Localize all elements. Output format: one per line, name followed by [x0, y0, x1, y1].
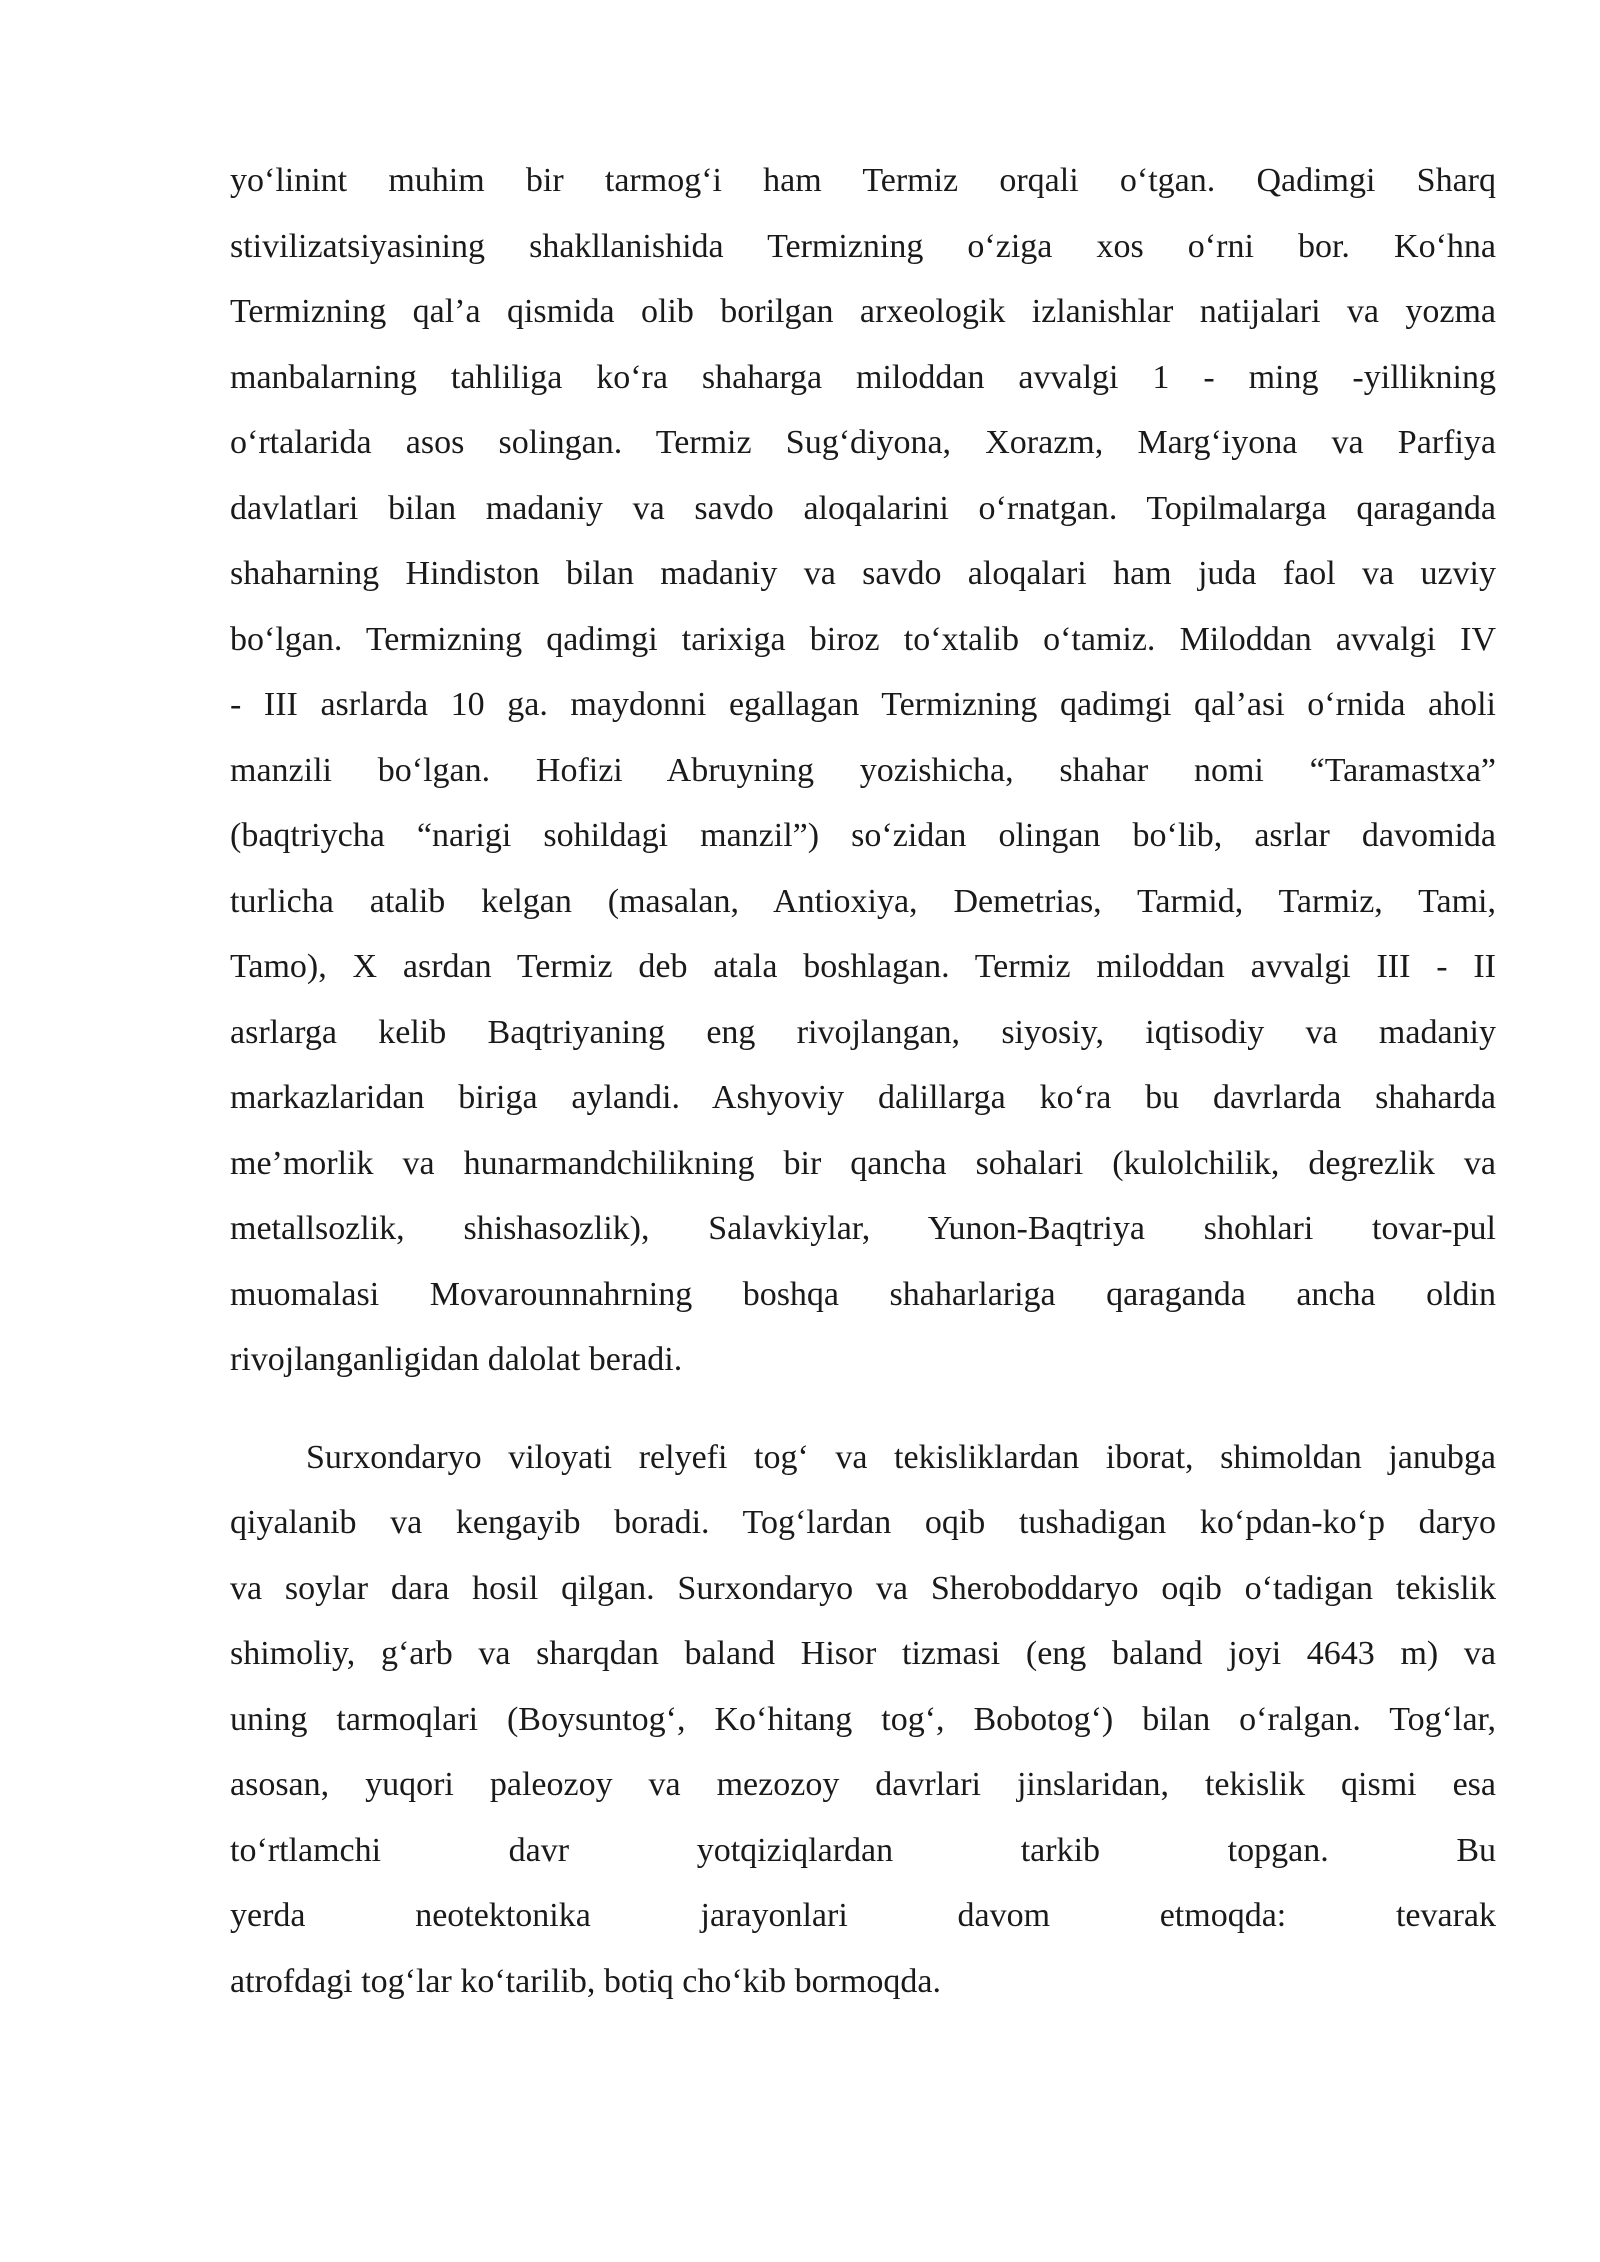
text-line: Termizning qal’a qismida olib borilgan arxeologik izlanishlar natijalari va yozma	[230, 293, 1496, 330]
text-line: bo‘lgan. Termizning qadimgi tarixiga biroz to‘xtalib o‘tamiz. Miloddan avvalgi IV	[230, 620, 1496, 658]
text-line: me’morlik va hunarmandchilikning bir qancha sohalari (kulolchilik, degrezlik va	[230, 1144, 1496, 1182]
text-line: shaharning Hindiston bilan madaniy va savdo aloqalari ham juda faol va uzviy	[230, 555, 1496, 592]
text-line: metallsozlik, shishasozlik), Salavkiylar, Yunon-Baqtriya shohlari tovar-pul	[230, 1210, 1496, 1247]
text-line: rivojlanganligidan dalolat beradi.	[230, 1341, 683, 1378]
text-line: asrlarga kelib Baqtriyaning eng rivojlangan, siyosiy, iqtisodiy va madaniy	[230, 1013, 1496, 1051]
text-line: stivilizatsiyasining shakllanishida Termizning o‘ziga xos o‘rni bor. Ko‘hna	[230, 227, 1496, 265]
text-line: - III asrlarda 10 ga. maydonni egallagan Termizning qadimgi qal’asi o‘rnida aholi	[230, 686, 1496, 723]
text-line: turlicha atalib kelgan (masalan, Antioxiya, Demetrias, Tarmid, Tarmiz, Tami,	[230, 882, 1496, 920]
paragraph-1	[230, 148, 1496, 1393]
text-line: o‘rtalarida asos solingan. Termiz Sug‘diyona, Xorazm, Marg‘iyona va Parfiya	[230, 424, 1496, 461]
text-line: Surxondaryo viloyati relyefi tog‘ va tekisliklardan iborat, shimoldan janubga	[306, 1438, 1496, 1476]
text-line: yo‘linint muhim bir tarmog‘i ham Termiz orqali o‘tgan. Qadimgi Sharq	[230, 162, 1496, 199]
text-line: va soylar dara hosil qilgan. Surxondaryo va Sheroboddaryo oqib o‘tadigan tekislik	[230, 1569, 1496, 1607]
text-line: manbalarning tahliliga ko‘ra shaharga miloddan avvalgi 1 - ming -yillikning	[230, 358, 1496, 396]
text-line: qiyalanib va kengayib boradi. Tog‘lardan oqib tushadigan ko‘pdan-ko‘p daryo	[230, 1504, 1496, 1541]
document-body	[230, 148, 1496, 2014]
text-line: shimoliy, g‘arb va sharqdan baland Hisor tizmasi (eng baland joyi 4643 m) va	[230, 1635, 1496, 1672]
text-line: manzili bo‘lgan. Hofizi Abruyning yozishicha, shahar nomi “Taramastxa”	[230, 751, 1496, 789]
text-line: Tamo), X asrdan Termiz deb atala boshlagan. Termiz miloddan avvalgi III - II	[230, 948, 1496, 985]
text-line: (baqtriycha “narigi sohildagi manzil”) so‘zidan olingan bo‘lib, asrlar davomida	[230, 817, 1496, 854]
paragraph-2	[230, 1425, 1496, 2015]
text-line: davlatlari bilan madaniy va savdo aloqalarini o‘rnatgan. Topilmalarga qaraganda	[230, 489, 1496, 527]
text-line: markazlaridan biriga aylandi. Ashyoviy dalillarga ko‘ra bu davrlarda shaharda	[230, 1079, 1496, 1116]
paragraph-spacer	[230, 1393, 1496, 1425]
text-line: yerda neotektonika jarayonlari davom etmoqda: tevarak	[230, 1897, 1496, 1934]
text-line: to‘rtlamchi davr yotqiziqlardan tarkib topgan. Bu	[230, 1831, 1496, 1869]
text-line: asosan, yuqori paleozoy va mezozoy davrlari jinslaridan, tekislik qismi esa	[230, 1766, 1496, 1803]
text-line: uning tarmoqlari (Boysuntog‘, Ko‘hitang tog‘, Bobotog‘) bilan o‘ralgan. Tog‘lar,	[230, 1700, 1496, 1738]
text-line: muomalasi Movarounnahrning boshqa shaharlariga qaraganda ancha oldin	[230, 1275, 1496, 1313]
text-line: atrofdagi tog‘lar ko‘tarilib, botiq cho‘kib bormoqda.	[230, 1962, 941, 2000]
